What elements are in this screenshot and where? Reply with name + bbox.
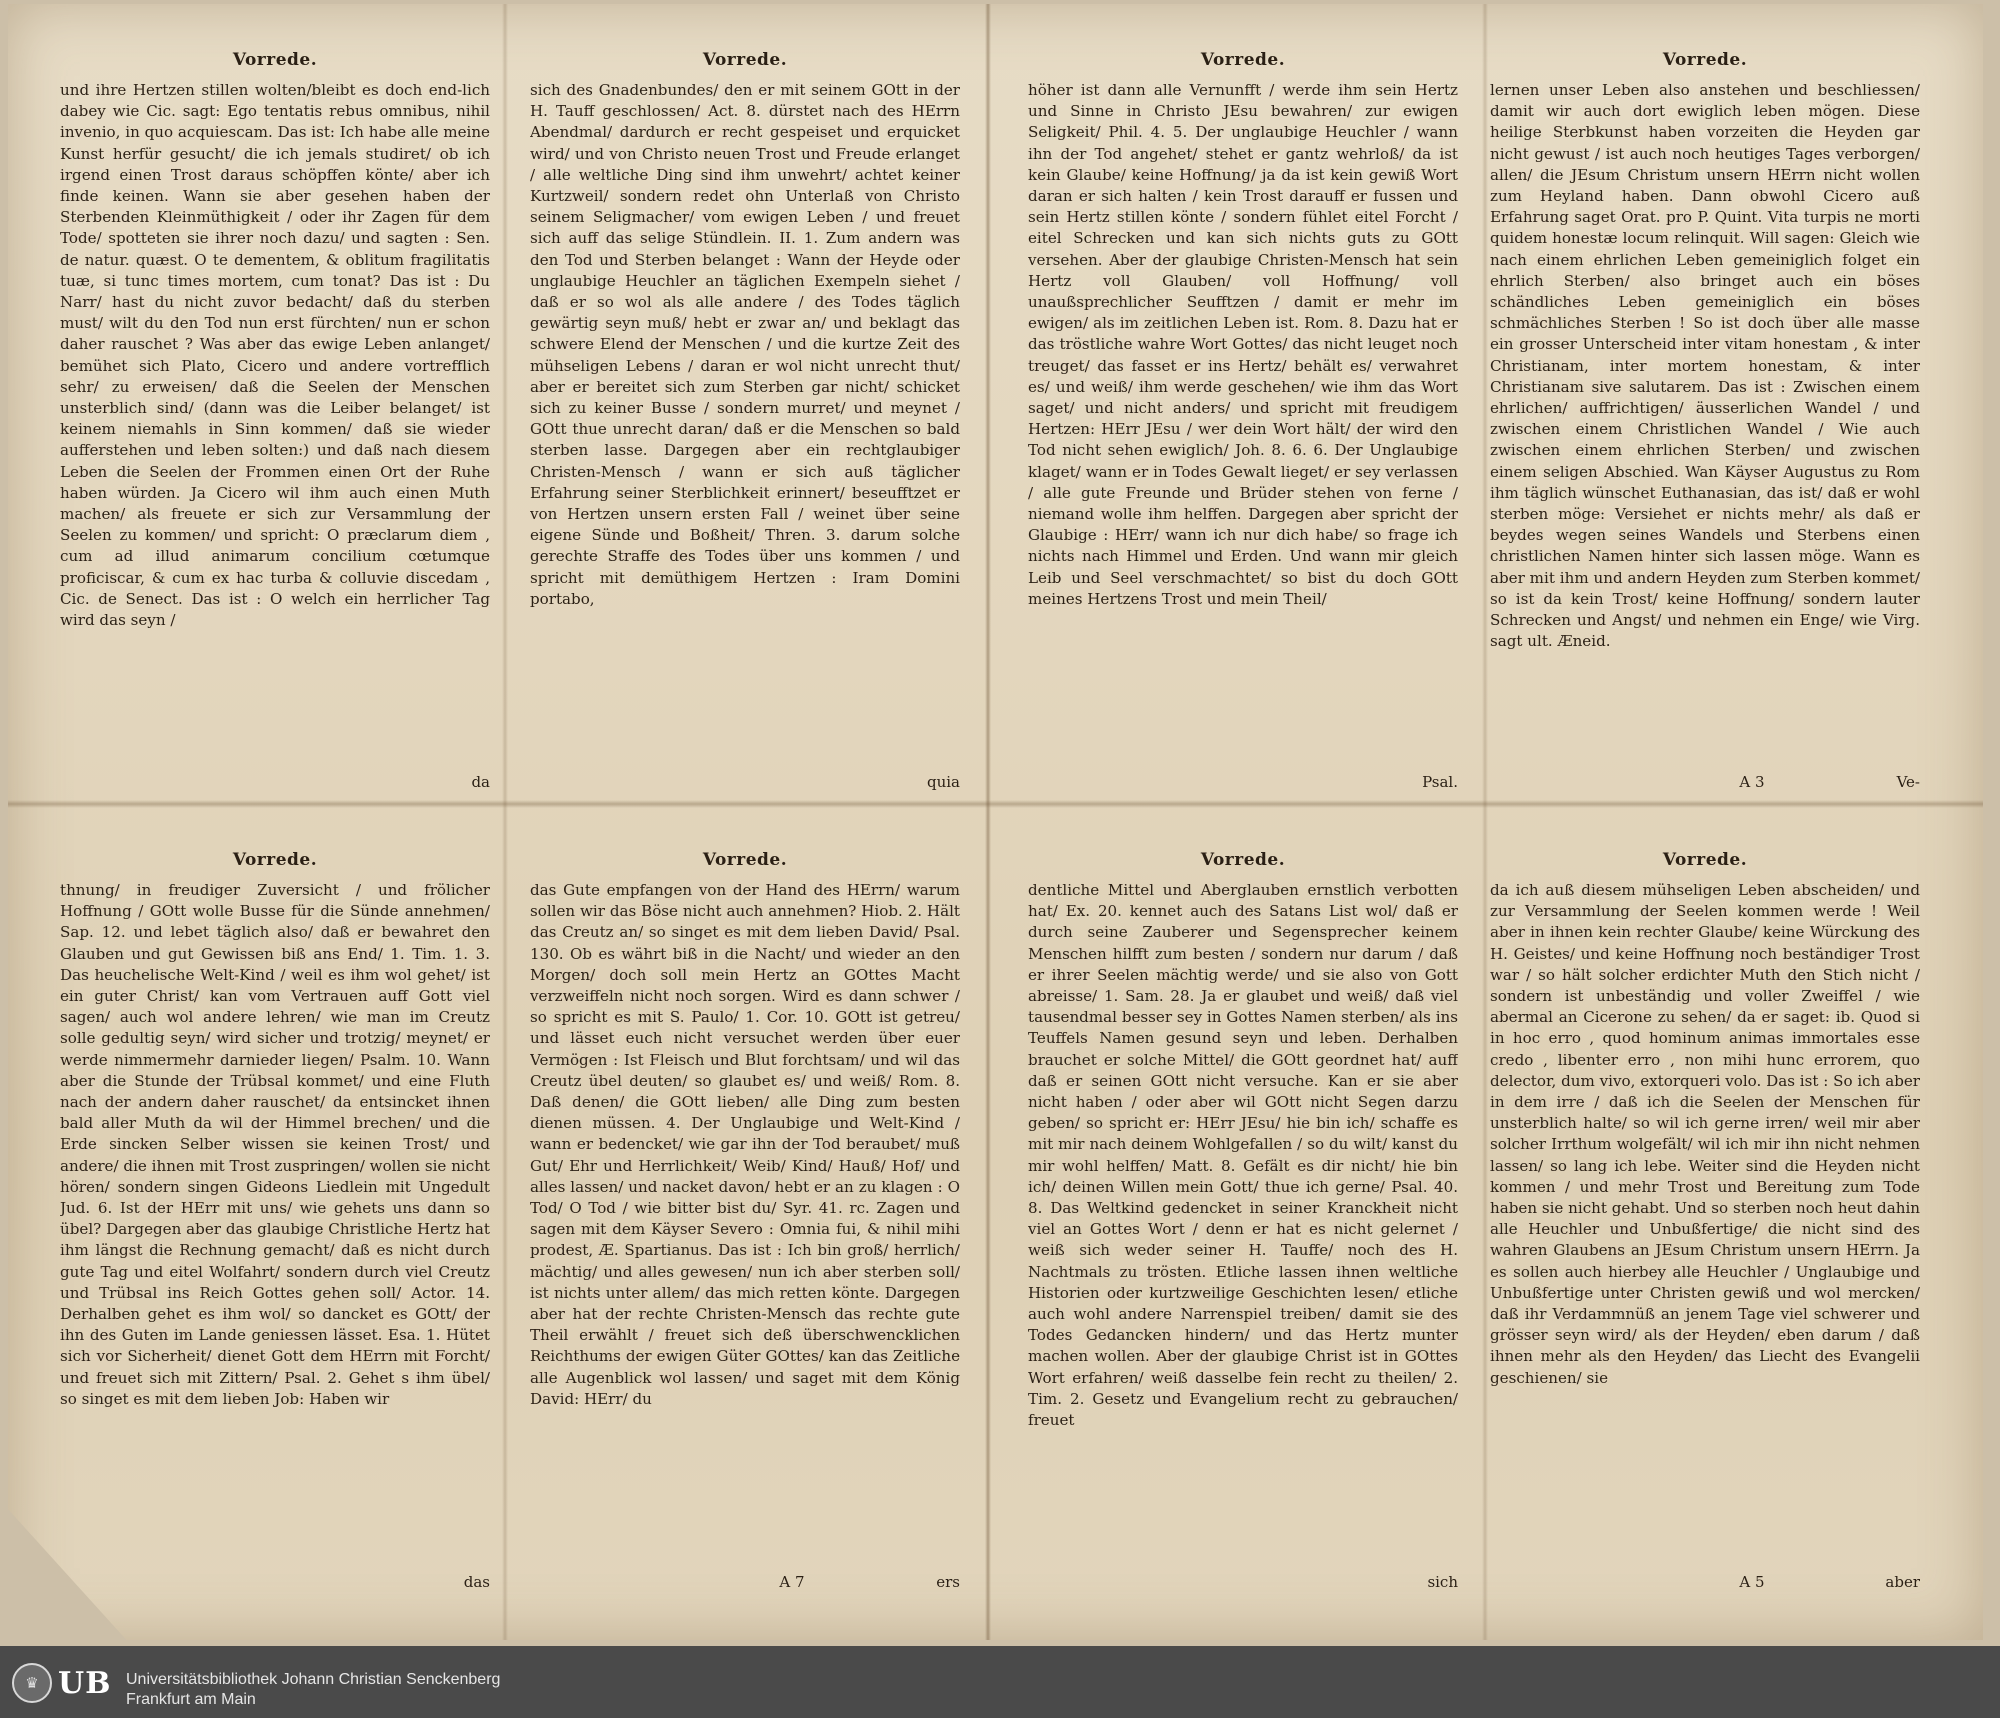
catchword: Ve-: [1896, 773, 1920, 791]
page-footer: [530, 773, 960, 795]
page-header: Vorrede.: [232, 850, 318, 870]
page-6: [530, 850, 960, 1595]
page-header: Vorrede.: [1200, 850, 1286, 870]
page-text: sich des Gnadenbundes/ den er mit seinem GOtt in der H. Tauff geschlossen/ Act. 8. dürstet nach des HErrn Abendmal/ dardurch er recht gespeiset und erquicket wird/ und von Christo neuen Trost und Freude erlanget / alle weltliche Ding sind ihm unwehrt/ achtet keiner Kurtzweil/ sondern redet ohn Unterlaß von Christo seinem Seligmacher/ vom ewigen Leben / und freuet sich auff das selige Stündlein. II. 1. Zum andern was den Tod und Sterben belanget : Wann der Heyde oder unglaubige Heuchler an täglichen Exempeln siehet / daß er so wol als alle andere / des Todes täglich gewärtig seyn muß/ hebt er zwar an/ und beklagt das schwere Elend der Menschen / und die kurtze Zeit des mühseligen Lebens / daran er wol nicht unrecht thut/ aber er bereitet sich zum Sterben gar nicht/ schicket sich zu keiner Busse / sondern murret/ und meynet / GOtt thue unrecht daran/ daß er die Menschen so bald sterben lasse. Dargegen aber ein rechtglaubiger Christen-Mensch / wann er sich auß täglicher Erfahrung seiner Sterblichkeit erinnert/ beseufftzet er von Hertzen unsern ersten Fall / weinet über seine eigene Sünde und Boßheit/ Thren. 3. darum solche gerechte Straffe des Todes über uns kommen / und spricht mit demüthigem Hertzen : Iram Domini portabo,: [530, 81, 960, 608]
catchword: ers: [936, 1573, 960, 1591]
library-seal-icon: ♛: [12, 1663, 52, 1703]
institution-name: [126, 1670, 500, 1710]
page-text: thnung/ in freudiger Zuversicht / und frölicher Hoffnung / GOtt wolle Busse für die Sünde annehmen/ Sap. 12. und lebet täglich also/ daß er bewahret den Glauben und gut Gewissen biß ans End/ 1. Tim. 1. 3. Das heuchelische Welt-Kind / weil es ihm wol gehet/ ist ein guter Christ/ kan vom Vertrauen auff Gott viel sagen/ auch wol andere lehren/ wie man im Creutz solle gedultig seyn/ wird sicher und trotzig/ meynet/ er werde nimmermehr darnieder liegen/ Psalm. 10. Wann aber die Stunde der Trübsal kommet/ und eine Fluth nach der andern daher rauschet/ da entsincket ihnen bald aller Muth da wil der Himmel brechen/ und die Erde sincken Selber wissen sie keinen Trost/ und andere/ die ihnen mit Trost zuspringen/ wollen sie nicht hören/ sondern singen Gideons Liedlein mit Ungedult Jud. 6. Ist der HErr mit uns/ wie gehets uns dann so übel? Dargegen aber das glaubige Christliche Hertz hat ihm längst die Rechnung gemacht/ daß es nicht durch gute Tag und eitel Wolfahrt/ sondern durch viel Creutz und Trübsal ins Reich Gottes gehen soll/ Actor. 14. Derhalben gehet es ihm wol/ so dancket es GOtt/ der ihn des Guten im Lande geniessen lässet. Esa. 1. Hütet sich vor Sicherheit/ dienet Gott dem HErrn mit Forcht/ und freuet sich mit Zittern/ Psal. 2. Gehet s ihm übel/ so singet es mit dem lieben Job: Haben wir: [60, 881, 490, 1408]
catchword: sich: [1427, 1573, 1458, 1591]
signature-mark: A 5: [1739, 1573, 1765, 1591]
signature-mark: A 7: [779, 1573, 805, 1591]
page-header: Vorrede.: [1662, 50, 1748, 70]
page-text: dentliche Mittel und Aberglauben ernstlich verbotten hat/ Ex. 20. kennet auch des Satans List wol/ daß er durch seine Zauberer und Segensprecher keinem Menschen hilfft zum besten / sondern nur darum / daß er ihrer Seelen mächtig werde/ und sie also von Gott abreisse/ 1. Sam. 28. Ja er glaubet und weiß/ daß viel tausendmal besser sey in Gottes Namen sterben/ als ins Teuffels Namen gesund seyn und leben. Derhalben brauchet er solche Mittel/ die GOtt geordnet hat/ auff daß er seinen GOtt nicht versuche. Kan er sie aber nicht haben / oder aber wil GOtt nicht Segen darzu geben/ so spricht er: HErr JEsu/ hie bin ich/ schaffe es mit mir nach deinem Wohlgefallen / so du wilt/ kanst du mir wohl helffen/ Matt. 8. Gefält es dir nicht/ hie bin ich/ deinen Willen mein Gott/ thue ich gerne/ Psal. 40. 8. Das Weltkind gedencket in seiner Kranckheit nicht viel an Gottes Wort / denn er hat es nicht gelernet / weiß sich weder seiner H. Tauffe/ noch des H. Nachtmals zu trösten. Etliche lassen ihnen weltliche Historien oder kurtzweilige Geschichten lesen/ etliche auch wohl andere Narrenspiel treiben/ damit sie des Todes Gedancken hindern/ und das Hertz munter machen wollen. Aber der glaubige Christ ist in GOttes Wort erfahren/ weiß dasselbe fein recht zu theilen/ 2. Tim. 2. Gesetz und Evangelium recht zu gebrauchen/ freuet: [1028, 881, 1458, 1430]
page-footer: [60, 1573, 490, 1595]
page-4: [1490, 50, 1920, 795]
page-footer: [1490, 773, 1920, 795]
page-footer: [530, 1573, 960, 1595]
institution-line-1: Universitätsbibliothek Johann Christian Senckenberg: [126, 1671, 501, 1688]
page-header: Vorrede.: [702, 50, 788, 70]
page-text: höher ist dann alle Vernunfft / werde ihm sein Hertz und Sinne in Christo JEsu bewahren/ zur ewigen Seligkeit/ Phil. 4. 5. Der unglaubige Heuchler / wann ihn der Tod angehet/ stehet er gantz wehrloß/ da ist kein Glaube/ keine Hoffnung/ ja da ist kein gewiß Wort daran er sich halten / kein Trost darauff er fussen und sein Hertz stillen könte / sondern fühlet eitel Forcht / eitel Schrecken und kan sich nichts guts zu GOtt versehen. Aber der glaubige Christen-Mensch hat sein Hertz voll Glauben/ voll Hoffnung/ voll unaußsprechlicher Seufftzen / damit er mehr im ewigen/ als im zeitlichen Leben ist. Rom. 8. Dazu hat er das tröstliche wahre Wort Gottes/ das nicht leuget noch treuget/ das fasset er ins Hertz/ behält es/ verwahret es/ und weiß/ ihm werde geschehen/ wie ihm das Wort saget/ und nicht anders/ und spricht mit freudigem Hertzen: HErr JEsu / wer dein Wort hält/ der wird den Tod nicht sehen ewiglich/ Joh. 8. 6. 6. Der Unglaubige klaget/ wann er in Todes Gewalt lieget/ er sey verlassen / alle gute Freunde und Brüder stehen von ferne / niemand wolle ihm helffen. Dargegen aber spricht der Glaubige : HErr/ wann ich nur dich habe/ so frage ich nichts nach Himmel und Erden. Und wann mir gleich Leib und Seel verschmachtet/ so bist du doch GOtt meines Hertzens Trost und mein Theil/: [1028, 81, 1458, 608]
fold-vertical-left: [502, 4, 508, 1640]
catchword: Psal.: [1422, 773, 1458, 791]
catchword: aber: [1885, 1573, 1920, 1591]
library-logo[interactable]: [12, 1663, 116, 1703]
page-8: [1490, 850, 1920, 1595]
page-footer: [1028, 1573, 1458, 1595]
page-1: [60, 50, 490, 795]
page-text: lernen unser Leben also anstehen und beschliessen/ damit wir auch dort ewiglich leben mögen. Diese heilige Sterbkunst haben vorzeiten die Heyden gar nicht gewust / ist auch noch heutiges Tages verborgen/ allen/ die JEsum Christum unsern HErrn nicht wollen zum Heyland haben. Dann obwohl Cicero auß Erfahrung saget Orat. pro P. Quint. Vita turpis ne morti quidem honestæ locum relinquit. Will sagen: Gleich wie nach einem ehrlichen Leben gemeiniglich folget ein ehrlich Sterben/ also bringet auch ein böses schändliches Leben gemeiniglich ein böses schmächliches Sterben ! So ist doch über alle masse ein grosser Unterscheid inter vitam honestam , & inter Christianam, inter mortem honestam, & inter Christianam sive salutarem. Das ist : Zwischen einem ehrlichen/ auffrichtigen/ äusserlichen Wandel / und zwischen einem Christlichen Wandel / Wie auch zwischen einem ehrlichen Sterben/ und zwischen einem seligen Abschied. Wan Käyser Augustus zu Rom ihm täglich wünschet Euthanasian, das ist/ daß er wohl sterben möge: Versiehet er nichts mehr/ als daß er beydes wegen seines Wandels und Sterbens einen christlichen Namen hinter sich lassen möge. Wann es aber mit ihm und andern Heyden zum Sterben kommet/ so ist da kein Trost/ keine Hoffnung/ sondern lauter Schrecken und Angst/ und nehmen ein Enge/ wie Virg. sagt ult. Æneid.: [1490, 81, 1920, 651]
logo-text: UB: [58, 1665, 112, 1701]
page-text: das Gute empfangen von der Hand des HErrn/ warum sollen wir das Böse nicht auch annehmen? Hiob. 2. Hält das Creutz an/ so singet es mit dem lieben David/ Psal. 130. Ob es währt biß in die Nacht/ und wieder an den Morgen/ doch soll mein Hertz an GOttes Macht verzweiffeln nicht noch sorgen. Wird es dann schwer / so spricht es mit S. Paulo/ 1. Cor. 10. GOtt ist getreu/ und lässet euch nicht versuchet werden über euer Vermögen : Ist Fleisch und Blut forchtsam/ und wil das Creutz übel deuten/ so glaubet es/ und weiß/ Rom. 8. Daß denen/ die GOtt lieben/ alle Ding zum besten dienen müssen. 4. Der Unglaubige und Welt-Kind / wann er bedencket/ wie gar ihn der Tod beraubet/ muß Gut/ Ehr und Herrlichkeit/ Weib/ Kind/ Hauß/ Hof/ und alles lassen/ und nacket davon/ hebt er an zu klagen : O Tod/ O Tod / wie bitter bist du/ Syr. 41. rc. Zagen und sagen mit dem Käyser Severo : Omnia fui, & nihil mihi prodest, Æ. Spartianus. Das ist : Ich bin groß/ herrlich/ mächtig/ und alles gewesen/ nun ich aber sterben soll/ ist nichts unter allem/ das mich retten könte. Dargegen aber hat der rechte Christen-Mensch das rechte gute Theil erwählt / freuet sich deß überschwencklichen Reichthums der ewigen Güter GOttes/ kan das Zeitliche alle Augenblick wol lassen/ und saget mit dem König David: HErr/ du: [530, 881, 960, 1408]
page-footer: [1028, 773, 1458, 795]
page-footer: [1490, 1573, 1920, 1595]
page-3: [1028, 50, 1458, 795]
catchword: quia: [926, 773, 960, 791]
page-header: Vorrede.: [232, 50, 318, 70]
page-header: Vorrede.: [1200, 50, 1286, 70]
catchword: da: [471, 773, 490, 791]
page-2: [530, 50, 960, 795]
page-header: Vorrede.: [702, 850, 788, 870]
page-5: [60, 850, 490, 1595]
page-text: da ich auß diesem mühseligen Leben abscheiden/ und zur Versammlung der Seelen kommen werde ! Weil aber in ihnen kein rechter Glaube/ keine Würckung des H. Geistes/ und keine Hoffnung noch beständiger Trost war / so hält solcher erdichter Muth den Stich nicht / sondern ist unbeständig und voller Zweiffel / wie abermal an Cicerone zu sehen/ da er saget: ib. Quod si in hoc erro , quod hominum animas immortales esse credo , libenter erro , non mihi hunc errorem, quo delector, dum vivo, extorqueri volo. Das ist : So ich aber in dem irre / daß ich die Seelen der Menschen für unsterblich halte/ so wil ich gerne irren/ weil mir aber solcher Irrthum wolgefält/ wil ich mir ihn nicht nehmen lassen/ so lang ich lebe. Weiter sind die Heyden nicht kommen / und mehr Trost und Bereitung zum Tode haben sie nicht gehabt. Und so sterben noch heut dahin alle Heuchler und Unbußfertige/ die nicht sind des wahren Glaubens an JEsum Christum unsern HErrn. Ja es sollen auch hierbey alle Heuchler / Unglaubige und Unbußfertige unter Christen gewiß und wol mercken/ daß ihr Verdammnüß an jenem Tage viel schwerer und grösser seyn wird/ als der Heyden/ eben darum / daß ihnen mehr als den Heyden/ das Liecht des Evangelii geschienen/ sie: [1490, 881, 1920, 1387]
fold-vertical-right: [1482, 4, 1488, 1640]
page-7: [1028, 850, 1458, 1595]
catchword: das: [463, 1573, 490, 1591]
page-text: und ihre Hertzen stillen wolten/bleibt es doch end-lich dabey wie Cic. sagt: Ego tentatis rebus omnibus, nihil invenio, in quo acquiescam. Das ist: Ich habe alle meine Kunst herfür gesucht/ die ich jemals studiret/ ob ich irgend einen Trost daraus schöpffen könte/ aber ich finde keinen. Wann sie aber gesehen haben der Sterbenden Kleinmüthigkeit / oder ihr Zagen für dem Tode/ spotteten sie ihrer noch dazu/ und sagten : Sen. de natur. quæst. O te dementem, & oblitum fragilitatis tuæ, si tunc times mortem, cum tonat? Das ist : Du Narr/ hast du nicht zuvor bedacht/ daß du sterben must/ wilt du den Tod nun erst fürchten/ nun er schon daher rauschet ? Was aber das ewige Leben anlanget/ bemühet sich Plato, Cicero und andere vortrefflich sehr/ zu erweisen/ daß die Seelen der Menschen unsterblich sind/ (dann was die Leiber belanget/ ist keinem niemahls in Sinn kommen/ daß sie wieder aufferstehen und leben solten:) und daß nach diesem Leben die Seelen der Frommen einen Ort der Ruhe haben würden. Ja Cicero wil ihm auch einen Muth machen/ als freuete er sich zur Versammlung der Seelen zu kommen/ und spricht: O præclarum diem , cum ad illud animarum concilium cœtumque proficiscar, & cum ex hac turba & colluvie discedam , Cic. de Senect. Das ist : O welch ein herrlicher Tag wird das seyn /: [60, 81, 490, 630]
signature-mark: A 3: [1739, 773, 1765, 791]
page-footer: [60, 773, 490, 795]
page-header: Vorrede.: [1662, 850, 1748, 870]
institution-line-2: Frankfurt am Main: [126, 1691, 256, 1708]
fold-horizontal: [8, 800, 1983, 808]
fold-vertical-center: [985, 4, 991, 1640]
